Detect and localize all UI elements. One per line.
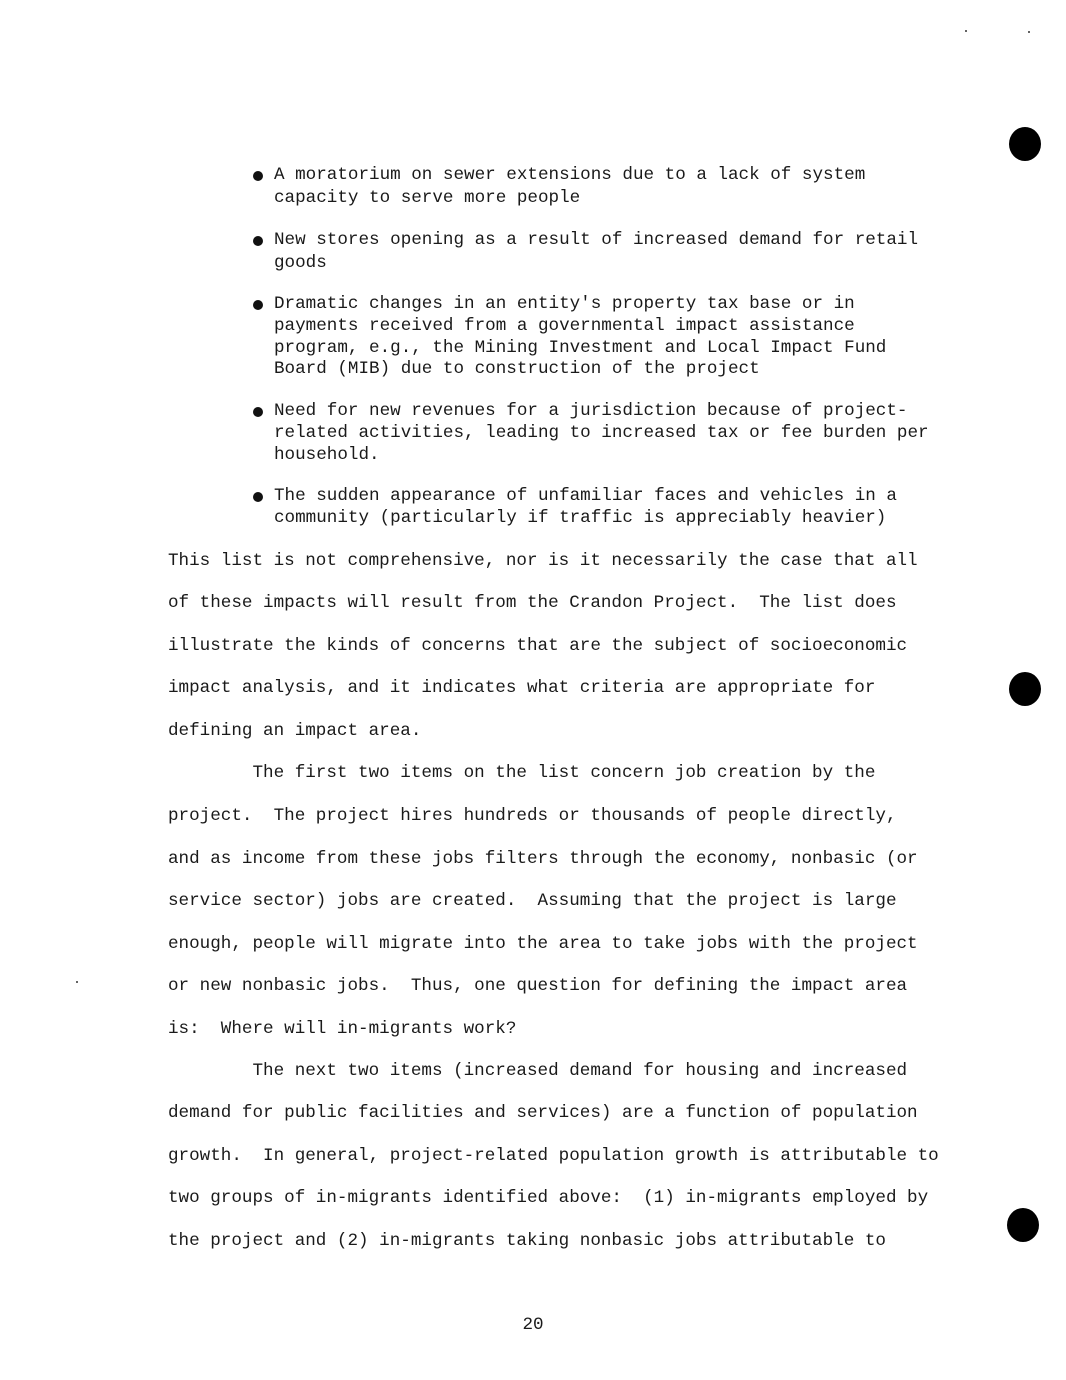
bullet-text-line: The sudden appearance of unfamiliar faces and vehicles in a — [274, 486, 897, 506]
scan-speck — [1028, 31, 1030, 33]
body-line: is: Where will in-migrants work? — [168, 1019, 517, 1039]
page-number: 20 — [522, 1315, 544, 1335]
body-line: illustrate the kinds of concerns that are the subject of socioeconomic — [168, 636, 908, 656]
body-line: The first two items on the list concern job creation by the — [168, 763, 876, 783]
bullet-text-line: Need for new revenues for a jurisdiction because of project- — [274, 401, 908, 421]
bullet-text-line: capacity to serve more people — [274, 188, 581, 208]
bullet-text-line: A moratorium on sewer extensions due to a lack of system — [274, 165, 866, 185]
body-line: enough, people will migrate into the area to take jobs with the project — [168, 934, 918, 954]
body-line: demand for public facilities and services) are a function of population — [168, 1103, 918, 1123]
bullet-dot-icon — [253, 236, 263, 246]
body-line: the project and (2) in-migrants taking nonbasic jobs attributable to — [168, 1231, 886, 1251]
bullet-text-line: Dramatic changes in an entity's property tax base or in — [274, 294, 855, 314]
bullet-dot-icon — [253, 492, 263, 502]
scan-speck — [76, 981, 78, 983]
body-line: This list is not comprehensive, nor is it necessarily the case that all — [168, 551, 918, 571]
bullet-text-line: payments received from a governmental impact assistance — [274, 316, 855, 336]
bullet-text-line: Board (MIB) due to construction of the project — [274, 359, 760, 379]
body-line: and as income from these jobs filters through the economy, nonbasic (or — [168, 849, 918, 869]
body-line: impact analysis, and it indicates what criteria are appropriate for — [168, 678, 876, 698]
body-line: two groups of in-migrants identified above: (1) in-migrants employed by — [168, 1188, 929, 1208]
bullet-text-line: goods — [274, 253, 327, 273]
scan-speck — [965, 30, 967, 32]
bullet-text-line: household. — [274, 445, 380, 465]
body-line: The next two items (increased demand for housing and increased — [168, 1061, 908, 1081]
punch-hole-bottom — [1007, 1208, 1039, 1242]
bullet-text-line: program, e.g., the Mining Investment and Local Impact Fund — [274, 338, 887, 358]
body-line: of these impacts will result from the Crandon Project. The list does — [168, 593, 897, 613]
body-line: project. The project hires hundreds or thousands of people directly, — [168, 806, 897, 826]
bullet-dot-icon — [253, 407, 263, 417]
body-line: or new nonbasic jobs. Thus, one question for defining the impact area — [168, 976, 908, 996]
punch-hole-top — [1009, 127, 1041, 161]
body-line: defining an impact area. — [168, 721, 422, 741]
bullet-dot-icon — [253, 300, 263, 310]
body-line: service sector) jobs are created. Assuming that the project is large — [168, 891, 897, 911]
bullet-dot-icon — [253, 171, 263, 181]
bullet-text-line: related activities, leading to increased tax or fee burden per — [274, 423, 929, 443]
bullet-text-line: community (particularly if traffic is appreciably heavier) — [274, 508, 887, 528]
body-line: growth. In general, project-related population growth is attributable to — [168, 1146, 939, 1166]
bullet-text-line: New stores opening as a result of increased demand for retail — [274, 230, 919, 250]
punch-hole-middle — [1009, 672, 1041, 706]
